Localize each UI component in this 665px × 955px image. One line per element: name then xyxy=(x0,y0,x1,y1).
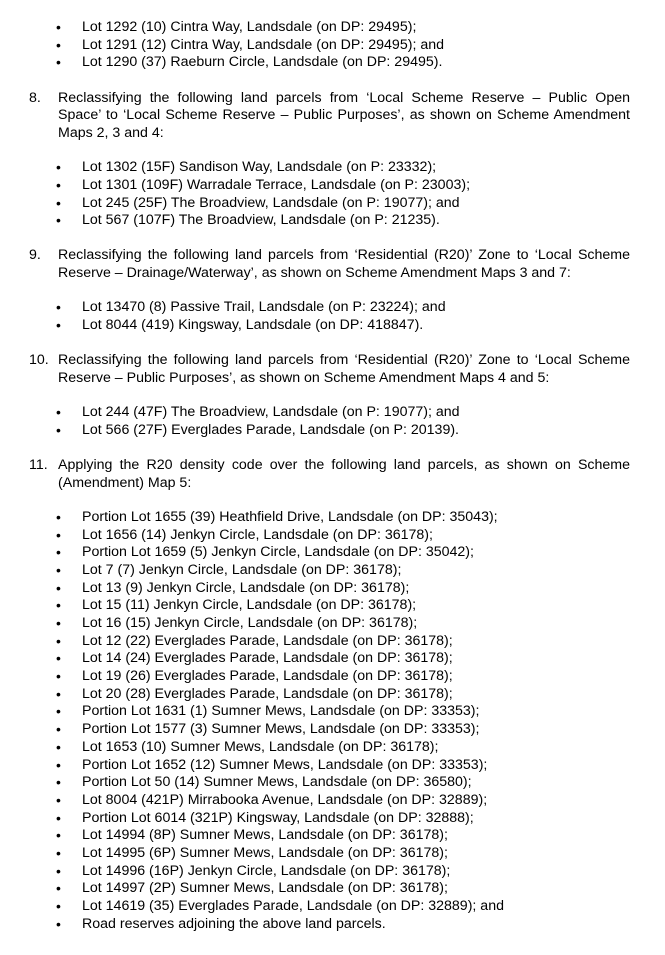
list-item: • Lot 245 (25F) The Broadview, Landsdale (on P: 19077); and xyxy=(0,195,665,213)
list-item: • Portion Lot 6014 (321P) Kingsway, Landsdale (on DP: 32888); xyxy=(0,810,665,828)
list-item: • Lot 14994 (8P) Sumner Mews, Landsdale (on DP: 36178); xyxy=(0,827,665,845)
list-item: • Lot 7 (7) Jenkyn Circle, Landsdale (on DP: 36178); xyxy=(0,562,665,580)
list-item: • Portion Lot 1652 (12) Sumner Mews, Landsdale (on DP: 33353); xyxy=(0,757,665,775)
list-item: • Portion Lot 1655 (39) Heathfield Drive, Landsdale (on DP: 35043); xyxy=(0,509,665,527)
list-item: • Lot 14 (24) Everglades Parade, Landsdale (on DP: 36178); xyxy=(0,650,665,668)
list-item: • Lot 14619 (35) Everglades Parade, Landsdale (on DP: 32889); and xyxy=(0,898,665,916)
list-item: • Lot 14995 (6P) Sumner Mews, Landsdale (on DP: 36178); xyxy=(0,845,665,863)
clause-text: Reclassifying the following land parcels from ‘Residential (R20)’ Zone to ‘Local Scheme Reserve – Public Purposes’, as shown on Scheme Amendment Maps 4 and 5: xyxy=(58,352,630,386)
list-item: • Lot 1302 (15F) Sandison Way, Landsdale (on P: 23332); xyxy=(0,159,665,177)
clause-text: Reclassifying the following land parcels from ‘Local Scheme Reserve – Public Open Space’ to ‘Local Scheme Reserve – Public Purposes’, as shown on Scheme Amendment Maps 2, 3 and 4: xyxy=(58,89,630,141)
clause-10 xyxy=(0,352,665,387)
clause-text: Reclassifying the following land parcels from ‘Residential (R20)’ Zone to ‘Local Scheme Reserve – Drainage/Waterway’, as shown on Scheme Amendment Maps 3 and 7: xyxy=(58,247,630,282)
clause-8 xyxy=(0,90,665,143)
list-item: • Lot 20 (28) Everglades Parade, Landsdale (on DP: 36178); xyxy=(0,686,665,704)
list-item: • Portion Lot 1631 (1) Sumner Mews, Landsdale (on DP: 33353); xyxy=(0,703,665,721)
list-item: • Lot 14996 (16P) Jenkyn Circle, Landsdale (on DP: 36178); xyxy=(0,863,665,881)
list-item: • Lot 1290 (37) Raeburn Circle, Landsdale (on DP: 29495). xyxy=(0,54,665,72)
top-bullet-list xyxy=(0,19,665,72)
clause-9 xyxy=(0,247,665,282)
list-item: • Lot 13 (9) Jenkyn Circle, Landsdale (on DP: 36178); xyxy=(0,580,665,598)
list-item: • Lot 1301 (109F) Warradale Terrace, Landsdale (on P: 23003); xyxy=(0,177,665,195)
clause-11-bullet-list xyxy=(0,509,665,934)
list-item: • Lot 14997 (2P) Sumner Mews, Landsdale (on DP: 36178); xyxy=(0,880,665,898)
list-item: • Lot 566 (27F) Everglades Parade, Landsdale (on P: 20139). xyxy=(0,422,665,440)
clause-10-bullet-list xyxy=(0,404,665,439)
list-item: • Lot 567 (107F) The Broadview, Landsdale (on P: 21235). xyxy=(0,212,665,230)
list-item: • Portion Lot 50 (14) Sumner Mews, Landsdale (on DP: 36580); xyxy=(0,774,665,792)
list-item: • Portion Lot 1577 (3) Sumner Mews, Landsdale (on DP: 33353); xyxy=(0,721,665,739)
list-item: • Lot 16 (15) Jenkyn Circle, Landsdale (on DP: 36178); xyxy=(0,615,665,633)
list-item: • Lot 1291 (12) Cintra Way, Landsdale (on DP: 29495); and xyxy=(0,37,665,55)
list-item: • Lot 8004 (421P) Mirrabooka Avenue, Landsdale (on DP: 32889); xyxy=(0,792,665,810)
list-item: • Lot 15 (11) Jenkyn Circle, Landsdale (on DP: 36178); xyxy=(0,597,665,615)
list-item: • Portion Lot 1659 (5) Jenkyn Circle, Landsdale (on DP: 35042); xyxy=(0,544,665,562)
clause-9-bullet-list xyxy=(0,299,665,334)
clause-text: Applying the R20 density code over the following land parcels, as shown on Scheme (Amendment) Map 5: xyxy=(58,456,630,491)
list-item: • Road reserves adjoining the above land parcels. xyxy=(0,916,665,934)
list-item: • Lot 19 (26) Everglades Parade, Landsdale (on DP: 36178); xyxy=(0,668,665,686)
clause-number: 11. xyxy=(29,456,48,473)
list-item: • Lot 244 (47F) The Broadview, Landsdale (on P: 19077); and xyxy=(0,404,665,422)
list-item: • Lot 12 (22) Everglades Parade, Landsdale (on DP: 36178); xyxy=(0,633,665,651)
clause-11 xyxy=(0,457,665,492)
clause-number: 10. xyxy=(29,352,49,369)
list-item: • Lot 1653 (10) Sumner Mews, Landsdale (on DP: 36178); xyxy=(0,739,665,757)
clause-number: 9. xyxy=(29,247,41,264)
list-item: • Lot 1656 (14) Jenkyn Circle, Landsdale (on DP: 36178); xyxy=(0,527,665,545)
list-item: • Lot 13470 (8) Passive Trail, Landsdale (on P: 23224); and xyxy=(0,299,665,317)
list-item: • Lot 1292 (10) Cintra Way, Landsdale (on DP: 29495); xyxy=(0,19,665,37)
clause-number: 8. xyxy=(29,89,41,106)
clause-8-bullet-list xyxy=(0,159,665,230)
list-item: • Lot 8044 (419) Kingsway, Landsdale (on DP: 418847). xyxy=(0,317,665,335)
